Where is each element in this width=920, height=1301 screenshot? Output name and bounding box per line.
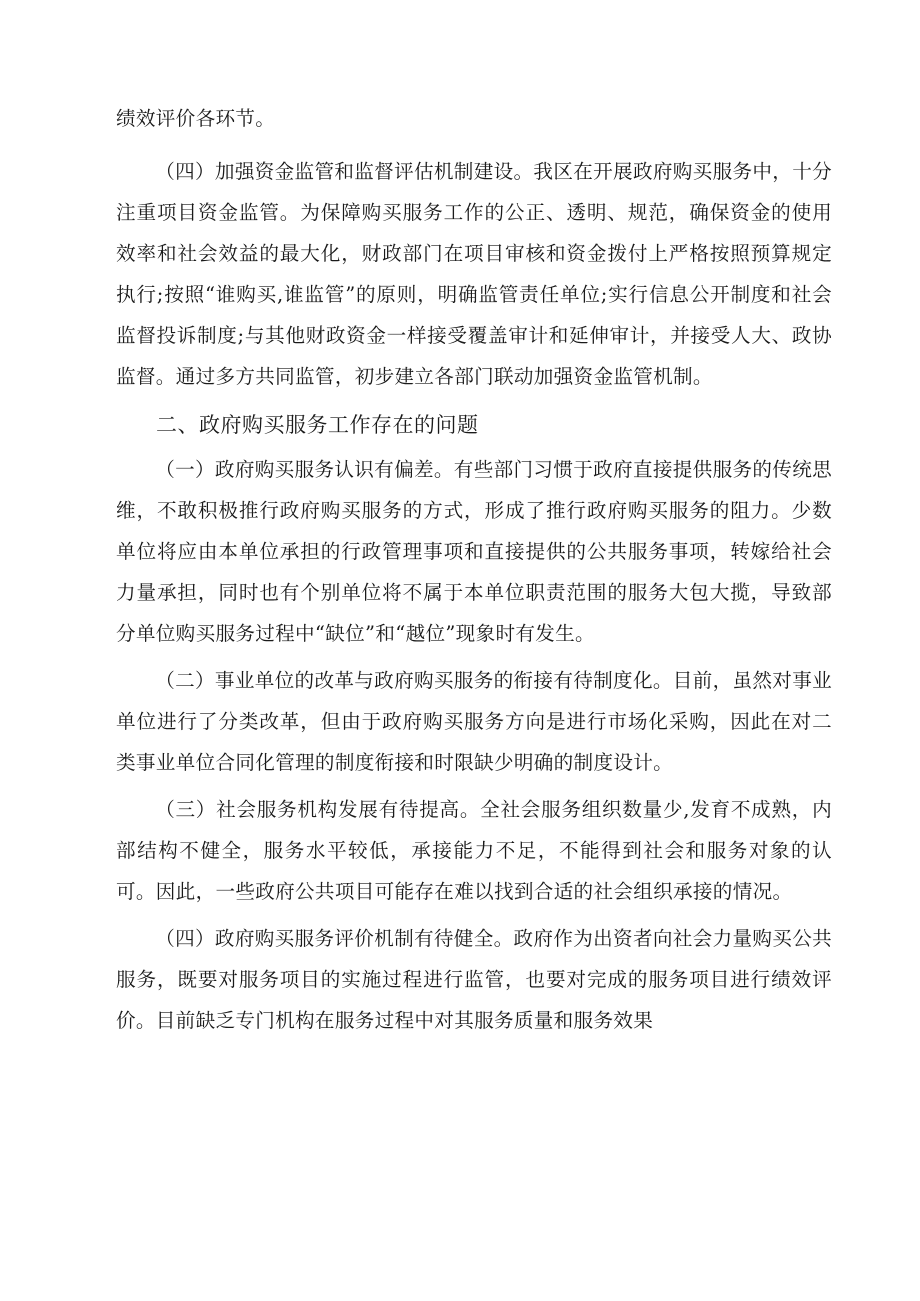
paragraph-issue-1: （一）政府购买服务认识有偏差。有些部门习惯于政府直接提供服务的传统思维，不敢积极推行政府购买服务的方式，形成了推行政府购买服务的阻力。少数单位将应由本单位承担的行政管理事项和直接提供的公共服务事项，转嫁给社会力量承担，同时也有个别单位将不属于本单位职责范围的服务大包大揽，导致部分单位购买服务过程中“缺位”和“越位”现象时有发生。 (116, 458, 832, 645)
paragraph-continuation: 绩效评价各环节。 (116, 107, 276, 130)
paragraph-fund-supervision: （四）加强资金监管和监督评估机制建设。我区在开展政府购买服务中，十分注重项目资金监管。为保障购买服务工作的公正、透明、规范，确保资金的使用效率和社会效益的最大化，财政部门在项目审核和资金拨付上严格按照预算规定执行;按照“谁购买,谁监管”的原则，明确监管责任单位;实行信息公开制度和社会监督投诉制度;与其他财政资金一样接受覆盖审计和延伸审计，并接受人大、政协监督。通过多方共同监管，初步建立各部门联动加强资金监管机制。 (116, 160, 832, 388)
section-heading: 二、政府购买服务工作存在的问题 (156, 413, 479, 437)
paragraph-issue-2: （二）事业单位的改革与政府购买服务的衔接有待制度化。目前，虽然对事业单位进行了分类改革，但由于政府购买服务方向是进行市场化采购，因此在对二类事业单位合同化管理的制度衔接和时限缺少明确的制度设计。 (116, 669, 832, 774)
paragraph-issue-3: （三）社会服务机构发展有待提高。全社会服务组织数量少,发育不成熟，内部结构不健全，服务水平较低，承接能力不足，不能得到社会和服务对象的认可。因此，一些政府公共项目可能存在难以找到合适的社会组织承接的情况。 (116, 798, 832, 903)
document-body (116, 98, 832, 1041)
paragraph-issue-4: （四）政府购买服务评价机制有待健全。政府作为出资者向社会力量购买公共服务，既要对服务项目的实施过程进行监管，也要对完成的服务项目进行绩效评价。目前缺乏专门机构在服务过程中对其服务质量和服务效果 (116, 927, 832, 1032)
